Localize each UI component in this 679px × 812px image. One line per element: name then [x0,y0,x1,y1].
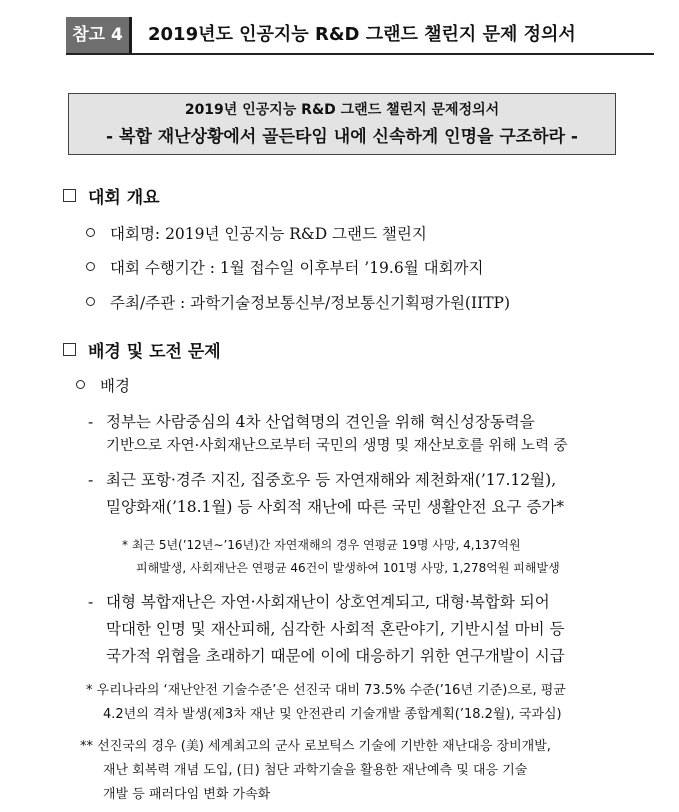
circle-bullet-icon [76,380,85,389]
reference-tag: 참고 4 [66,17,132,53]
paragraph-line: - 대형 복합재난은 자연·사회재난이 상호연계되고, 대형·복합화 되어 [88,593,550,611]
section-heading-text: 배경 및 도전 문제 [88,342,221,362]
circle-bullet-icon [86,297,95,306]
footnote-line: ** 선진국의 경우 (美) 세계최고의 군사 로보틱스 기술에 기반한 재난대응 장비개발, [80,739,551,754]
list-item [86,222,427,246]
section-heading-background [63,340,221,364]
paragraph-line: 밀양화재(’18.1월) 등 사회적 재난에 따른 국민 생활안전 요구 증가* [106,498,565,516]
section-heading-overview [63,186,160,210]
footnote-line: 4.2년의 격차 발생(제3차 재난 및 안전관리 기술개발 종합계획(’18.2월), 국과심) [103,707,562,722]
checkbox-square-icon [63,343,76,356]
section-heading-text: 대회 개요 [88,188,160,208]
paragraph-line: - 정부는 사람중심의 4차 산업혁명의 견인을 위해 혁신성장동력을 [88,413,535,431]
sub-heading-text: 배경 [100,377,130,395]
list-item-text: 주최/주관 : 과학기술정보통신부/정보통신기획평가원(IITP) [110,294,511,312]
list-item [86,291,510,315]
footnote-line: 재난 회복력 개념 도입, (日) 첨단 과학기술을 활용한 재난예측 및 대응 기술 [103,763,528,778]
paragraph-line: 국가적 위협을 초래하기 때문에 이에 대응하기 위한 연구개발이 시급 [106,647,565,665]
sub-heading [76,374,130,398]
footnote-line: 피해발생, 사회재난은 연평균 46건이 발생하여 101명 사망, 1,278억원 피해발생 [136,561,560,575]
paragraph-line: 막대한 인명 및 재산피해, 심각한 사회적 혼란야기, 기반시설 마비 등 [106,620,565,638]
list-item-text: 대회 수행기간 : 1월 접수일 이후부터 ’19.6월 대회까지 [110,259,484,277]
paragraph-line: - 최근 포항·경주 지진, 집중호우 등 자연재해와 제천화재(’17.12월), [88,471,557,489]
footnote-line: * 우리나라의 ‘재난안전 기술수준’은 선진국 대비 73.5% 수준(’16년 기준)으로, 평균 [86,683,566,698]
title-box-subtitle: - 복합 재난상황에서 골든타임 내에 신속하게 인명을 구조하라 - [105,127,578,147]
circle-bullet-icon [86,262,95,271]
footnote-line: 개발 등 패러다임 변화 가속화 [103,787,271,802]
list-item [86,256,484,280]
checkbox-square-icon [63,189,76,202]
paragraph-line: 기반으로 자연·사회재난으로부터 국민의 생명 및 재산보호를 위해 노력 중 [106,438,568,454]
circle-bullet-icon [86,228,95,237]
document-title: 2019년도 인공지능 R&D 그랜드 챌린지 문제 정의서 [148,24,576,45]
title-box [68,93,616,155]
list-item-text: 대회명: 2019년 인공지능 R&D 그랜드 챌린지 [110,225,427,243]
document-header [66,17,654,55]
title-box-line1: 2019년 인공지능 R&D 그랜드 챌린지 문제정의서 [184,102,500,118]
footnote-line: * 최근 5년(’12년∼’16년)간 자연재해의 경우 연평균 19명 사망, 4,137억원 [122,538,521,552]
